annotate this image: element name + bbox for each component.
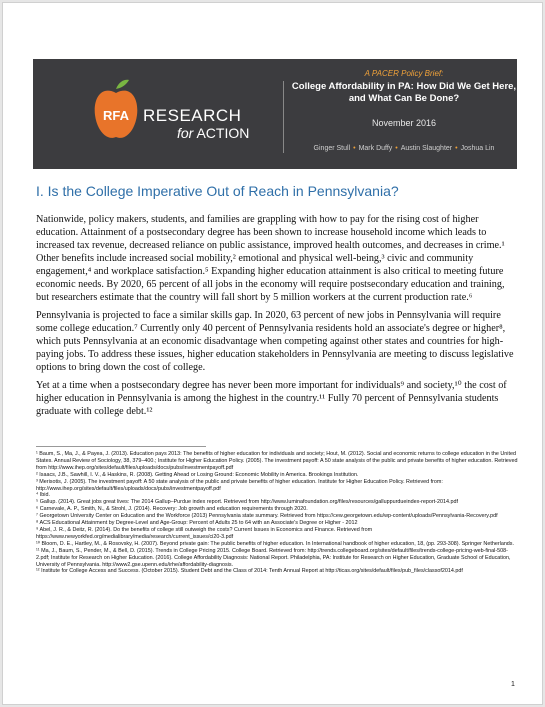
banner-divider (283, 81, 284, 153)
brand-research: RESEARCH (143, 106, 242, 125)
brand-for-action (177, 125, 249, 141)
author: Ginger Stull (313, 145, 351, 152)
author: Austin Slaughter (400, 145, 453, 152)
author-list (291, 145, 517, 152)
footnote: ¹¹ Ma, J., Baum, S., Pender, M., & Bell, D. (2015). Trends in College Pricing 2015. College Board. Retrieved from: http://trends.collegeboard.org/sites/default/files/trends-college-pricing-web-final-508-2.pdf; Institute for Research on Higher Education. (2016). College Affordability Diagnosis: National Report. Philadelphia, PA: Institute for Research on Higher Education, Graduate School of Education, University of Pennsylvania. http://www2.gse.upenn.edu/irhe/affordability-diagnosis. (36, 547, 511, 568)
header-banner (33, 59, 517, 169)
author-separator: • (395, 145, 398, 152)
footnote-divider (36, 446, 206, 447)
section-heading: I. Is the College Imperative Out of Reach in Pennsylvania? (36, 183, 399, 199)
brief-title: College Affordability in PA: How Did We Get Here, and What Can Be Done? (291, 81, 517, 104)
author: Joshua Lin (460, 145, 495, 152)
brief-date: November 2016 (371, 118, 437, 128)
footnote: ⁵ Gallup. (2014). Great jobs great lives: The 2014 Gallup–Purdue index report. Retrieved from http://www.luminafoundation.org/files/resources/galluppurdueindex-report-2014.pdf (36, 499, 458, 506)
page-number: 1 (511, 681, 515, 688)
footnote: ⁸ ACS Educational Attainment by Degree-Level and Age-Group: Percent of Adults 25 to 64 with an Associate's Degree or Higher - 2012 (36, 520, 358, 527)
author-separator: • (455, 145, 458, 152)
footnote: ⁶ Carnevale, A. P., Smith, N., & Strohl, J. (2014). Recovery: Job growth and education requirements through 2020. (36, 506, 308, 513)
footnotes (36, 451, 518, 575)
body-paragraph: Nationwide, policy makers, students, and families are grappling with how to pay for the rising cost of higher education. Attainment of a postsecondary degree has been shown to increase household income which leads to increased tax revenue, decreased reliance on public assistance, improved health outcomes, and decreases in crime.¹ Other benefits include increased social mobility,² emotional and physical well-being,³ civic and community engagement,⁴ and workplace satisfaction.⁵ Expanding higher education attainment is also critical to meeting future economic needs. By 2020, 65 percent of all jobs in the economy will require postsecondary education and training, but researchers estimate that the country will fall short by 5 million workers at the current production rate.⁶ (36, 214, 505, 303)
author: Mark Duffy (358, 145, 393, 152)
footnote: ¹ Baum, S., Ma, J., & Payea, J. (2013). Education pays 2013: The benefits of higher education for individuals and society; Hout, M. (2012). Social and economic returns to college education in the United States. Annual Review of Sociology, 38, 379–400.; Institute for Higher Education Policy. (2005). The investment payoff: A 50 state analysis of the public and private benefits of higher education. Retrieved from http://www.ihep.org/sites/default/files/uploads/docs/pubs/investmentpayoff.pdf (36, 451, 518, 471)
body-paragraph: Pennsylvania is projected to face a similar skills gap. In 2020, 63 percent of new jobs in Pennsylvania will require some college education.⁷ Currently only 40 percent of Pennsylvania residents hold an associate's degree or higher⁸, which puts Pennsylvania at an economic disadvantage when competing against other states and countries for high-paying jobs. To address these issues, higher education stakeholders in Pennsylvania are meeting to discuss legislative options to bring down the cost of college. (36, 310, 514, 373)
footnote: ¹⁰ Bloom, D. E., Hartley, M., & Rosovsky, H. (2007). Beyond private gain: The public benefits of higher education. In International handbook of higher education, 18, (pp. 293-308). Springer Netherlands. (36, 540, 515, 547)
logo-rfa-text: RFA (103, 108, 129, 123)
author-separator: • (353, 145, 356, 152)
footnote: ⁴ Ibid. (36, 492, 51, 499)
footnote: ² Isaacs, J.B., Sawhill, I. V., & Haskins, R. (2008). Getting Ahead or Losing Ground: Economic Mobility in America. Brookings Institution. (36, 471, 359, 478)
brand-action: ACTION (196, 125, 250, 141)
apple-logo-icon (91, 77, 141, 149)
footnote: ⁹ Abel, J. R., & Deitz, R. (2014). Do the benefits of college still outweigh the costs? Current Issues in Economics and Finance. Retrieved from https://www.newyorkfed.org/medialibrary/media/research/current_issues/ci20-3.pdf (36, 526, 373, 540)
footnote: ⁷ Georgetown University Center on Education and the Workforce (2013) Pennsylvania state summary. Retrieved from https://cew.georgetown.edu/wp-content/uploads/Pennsylvania-Recovery.pdf (36, 513, 498, 520)
body-paragraph: Yet at a time when a postsecondary degree has never been more important for individuals⁹ and society,¹⁰ the cost of higher education in Pennsylvania is among the highest in the country.¹¹ Fully 70 percent of Pennsylvania students graduate with college debt.¹² (36, 380, 507, 417)
brand-for: for (177, 125, 194, 141)
brief-kicker: A PACER Policy Brief: (364, 69, 444, 78)
document-page (2, 2, 543, 705)
footnote: ¹² Institute for College Access and Success. (October 2015). Student Debt and the Class of 2014: Tenth Annual Report at http://ticas.org/sites/default/files/pub_files/classof2014.pdf (36, 568, 463, 575)
footnote: ³ Merisotis, J. (2005). The investment payoff: A 50 state analysis of the public and private benefits of higher education. Institute for Higher Education Policy. Retrieved from: http://www.ihep.org/sites/default/files/uploads/docs/pubs/investmentpayoff.pdf (36, 478, 443, 492)
